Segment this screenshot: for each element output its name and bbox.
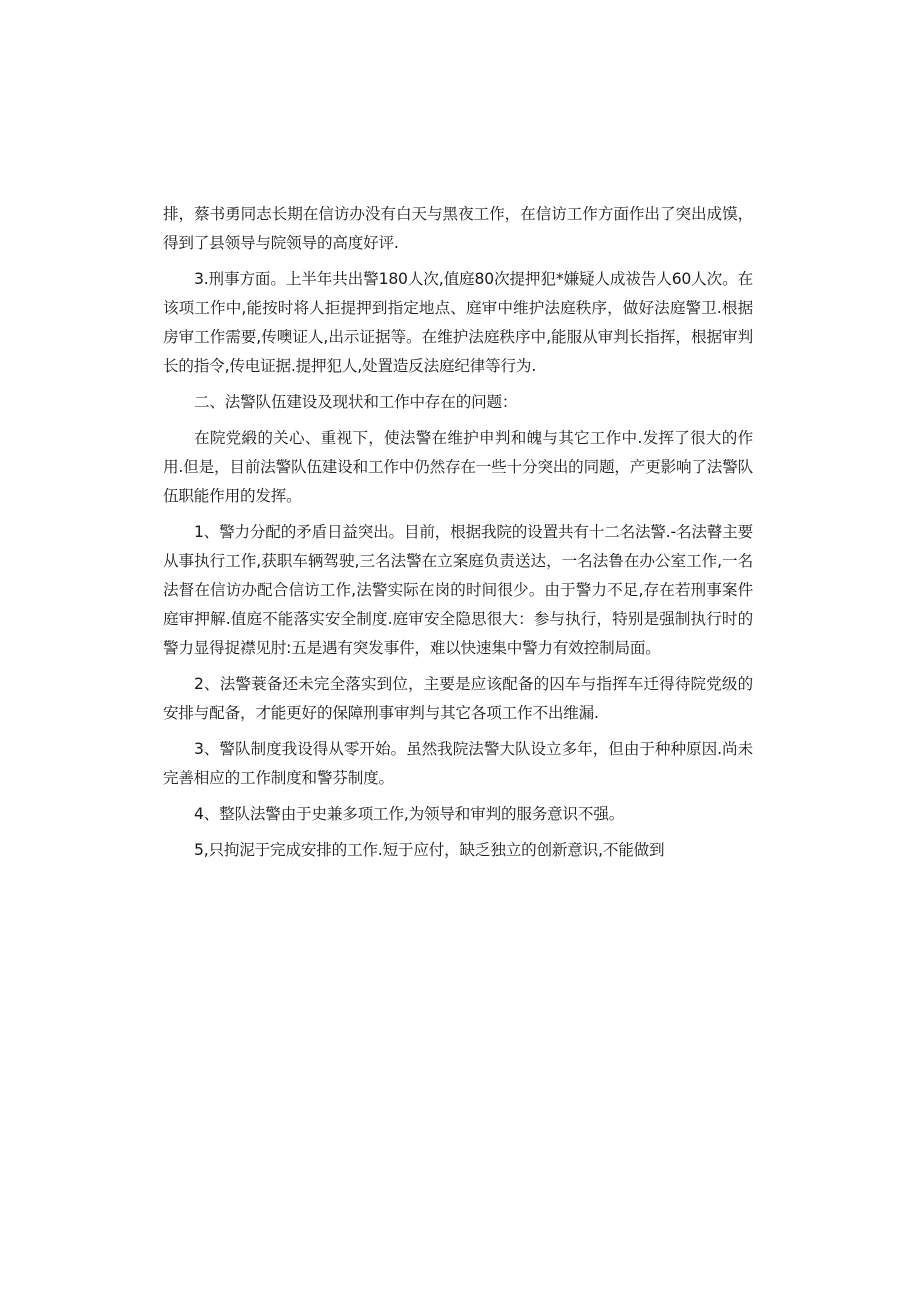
paragraph-item-2: 2、法警蓑备还未完全落实到位，主要是应该配备的囚车与指挥车迁得待院党级的安排与配备，才能更好的保障刑事审判与其它各项工作不出维漏. <box>163 675 753 722</box>
paragraph-continuation: 排，蔡书勇同志长期在信访办没有白天与黑夜工作，在信访工作方面作出了突出成馍，得到了县领导与院领导的高度好评. <box>163 205 753 252</box>
paragraph-item-4: 4、整队法警由于史兼多项工作,为领导和审判的服务意识不强。 <box>194 805 625 823</box>
document-body <box>163 200 753 872</box>
paragraph-item-3: 3、警队制度我设得从零开始。虽然我院法警大队设立多年，但由于种种原因.尚未完善相应的工作制度和警芬制度。 <box>163 740 753 787</box>
paragraph-overview: 在院党緞的关心、重视下，使法警在维护申判和魄与其它工作中.发挥了很大的作用.但是，目前法警队伍建设和工作中仍然存在一些十分突出的同题，产更影响了法警队伍职能作用的发挥。 <box>163 429 753 505</box>
paragraph-criminal-affairs: 3.刑事方面。上半年共出警180人次,值庭80次提押犯*嫌疑人成祓告人60人次。在该项工作中,能按时将人拒提押到指定地点、庭审中维护法庭秩序，做好法庭警卫.根据房审工作需要,传噢证人,出示证据等。在维护法庭秩序中,能服从审判长指挥，根据审判长的指令,传电证据.提押犯人,处置造反法庭纪律等行为. <box>163 270 753 375</box>
paragraph-item-5: 5,只拘泥于完成安排的工作.短于应付，缺乏独立的创新意识,不能做到 <box>194 841 665 859</box>
paragraph-item-1: 1、警力分配的矛盾日益突出。目前，根据我院的设置共有十二名法警.-名法瞽主要从事执行工作,获职车辆驾驶,三名法警在立案庭负责送达，一名法鲁在办公室工作,一名法督在信访办配合信访工作,法警实际在岗的时间很少。由于警力不足,存在若刑事案件庭审押解.值庭不能落实安全制度.庭审安全隐思很大：参与执行，特别是强制执行时的警力显得捉襟见肘:五是遇有突发事件，难以快速集中警力有效控制局面。 <box>163 523 753 657</box>
section-heading-problems: 二、法警队伍建设及现状和工作中存在的问题： <box>194 393 518 411</box>
